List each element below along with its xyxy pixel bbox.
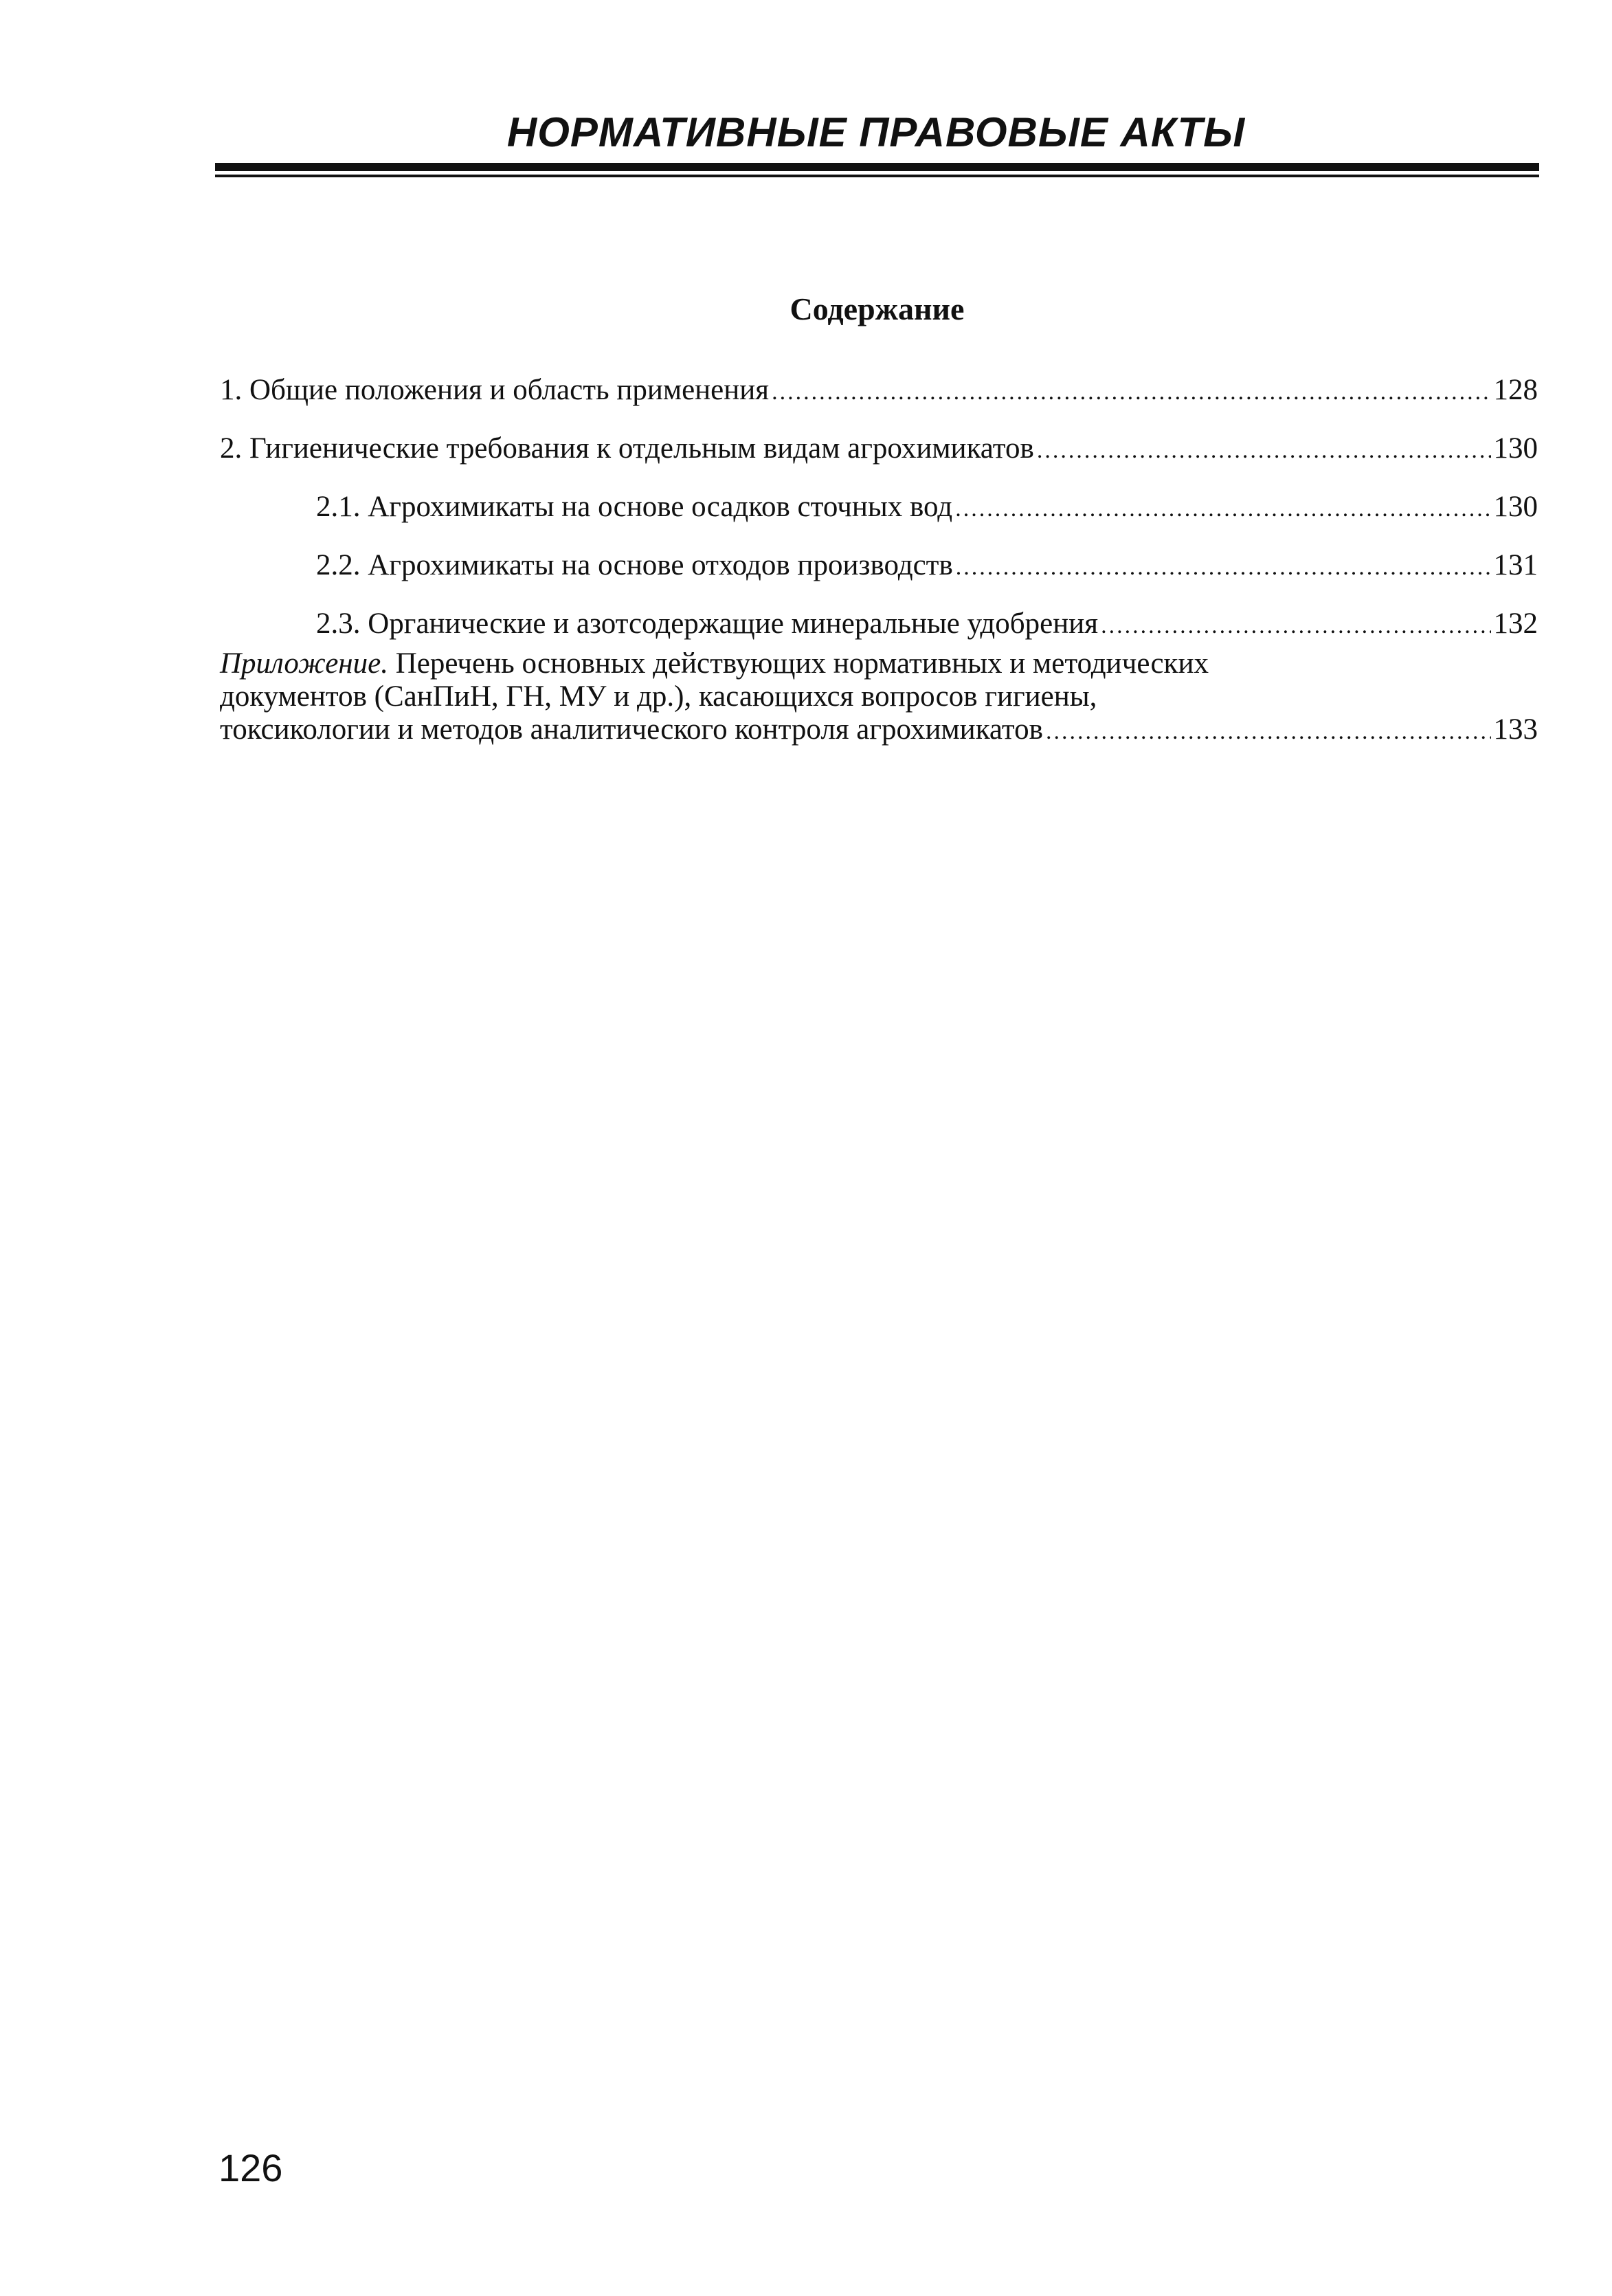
- toc-entry-title: 2.1. Агрохимикаты на основе осадков сточных вод: [316, 491, 953, 523]
- toc-dot-leader: [956, 550, 1491, 586]
- toc-entry-page: 128: [1493, 374, 1538, 406]
- running-header: [213, 109, 1539, 157]
- appendix-line-1: [220, 647, 1538, 680]
- header-rule-thin: [215, 175, 1539, 177]
- page-number: 126: [219, 2146, 283, 2189]
- toc-entry[interactable]: [220, 372, 1538, 410]
- appendix-text-1: Перечень основных действующих нормативных и методических: [388, 647, 1209, 680]
- toc-dot-leader: [1101, 608, 1490, 644]
- toc-entry-page: 131: [1493, 549, 1538, 581]
- toc-dot-leader: [1037, 433, 1491, 469]
- appendix-text-3: токсикологии и методов аналитического контроля агрохимикатов: [220, 713, 1043, 746]
- toc-dot-leader: [955, 491, 1490, 527]
- toc-entry-title: 2. Гигиенические требования к отдельным видам агрохимикатов: [220, 432, 1034, 465]
- appendix-label: Приложение.: [220, 647, 388, 680]
- toc-entry-title: 1. Общие положения и область применения: [220, 374, 770, 406]
- appendix-line-2: документов (СанПиН, ГН, МУ и др.), касающихся вопросов гигиены,: [220, 680, 1097, 713]
- toc-entry-page: 133: [1493, 713, 1538, 746]
- running-header-title: НОРМАТИВНЫЕ ПРАВОВЫЕ АКТЫ: [506, 109, 1246, 155]
- toc-entry[interactable]: [316, 606, 1538, 644]
- toc-entry-title: 2.3. Органические и азотсодержащие минеральные удобрения: [316, 608, 1099, 640]
- toc-entry-page: 130: [1493, 432, 1538, 465]
- toc-entry[interactable]: [316, 548, 1538, 586]
- toc-dot-leader: [772, 375, 1490, 410]
- toc-entry-title: 2.2. Агрохимикаты на основе отходов производств: [316, 549, 953, 581]
- appendix-line-3: [220, 713, 1538, 748]
- header-rule-thick: [215, 163, 1539, 171]
- toc-dot-leader: [1046, 715, 1491, 748]
- toc-entry-page: 132: [1493, 608, 1538, 640]
- toc-appendix-entry[interactable]: [220, 647, 1538, 748]
- contents-title: Содержание: [790, 291, 965, 326]
- toc-entry-page: 130: [1493, 491, 1538, 523]
- toc-entry[interactable]: [220, 431, 1538, 469]
- toc-entry[interactable]: [316, 489, 1538, 527]
